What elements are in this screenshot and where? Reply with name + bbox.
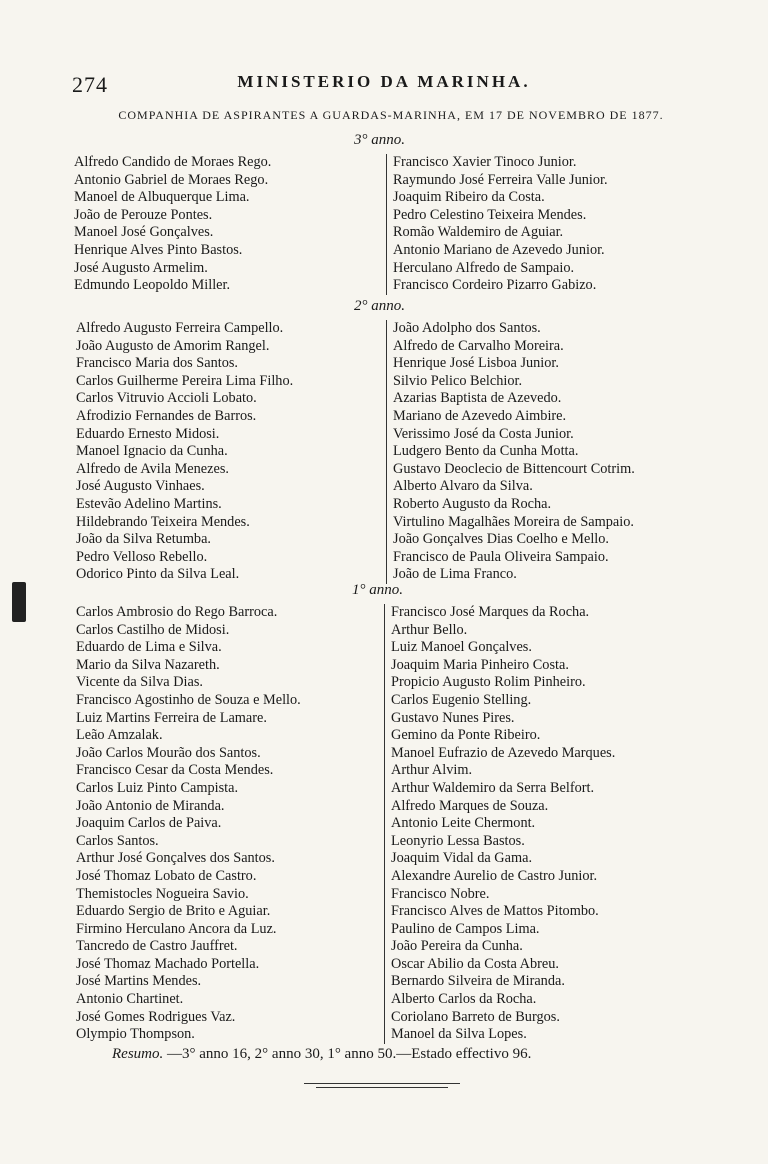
list-item: Leonyrio Lessa Bastos.	[391, 832, 525, 849]
list-item: Propicio Augusto Rolim Pinheiro.	[391, 674, 586, 691]
list-item: Bernardo Silveira de Miranda.	[391, 973, 565, 990]
list-item: João da Silva Retumba.	[76, 531, 212, 548]
list-item: Manoel de Albuquerque Lima.	[74, 189, 250, 206]
list-item: Tancredo de Castro Jauffret.	[76, 938, 238, 955]
list-item: Silvio Pelico Belchior.	[393, 372, 523, 389]
list-item: Alfredo Augusto Ferreira Campello.	[76, 320, 284, 336]
list-item: Estevão Adelino Martins.	[76, 495, 222, 512]
list-item: José Martins Mendes.	[76, 973, 202, 990]
closing-rule-short	[316, 1087, 448, 1088]
list-item: Manoel da Silva Lopes.	[391, 1026, 527, 1043]
list-item: João Gonçalves Dias Coelho e Mello.	[393, 531, 609, 548]
list-item: Alfredo de Carvalho Moreira.	[393, 337, 564, 354]
list-item: Arthur Waldemiro da Serra Belfort.	[391, 779, 595, 796]
list-item: José Thomaz Lobato de Castro.	[76, 867, 257, 884]
list-item: Manoel Eufrazio de Azevedo Marques.	[391, 744, 616, 761]
list-item: Carlos Ambrosio do Rego Barroca.	[76, 604, 278, 620]
list-item: José Augusto Vinhaes.	[76, 478, 205, 495]
list-item: Virtulino Magalhães Moreira de Sampaio.	[393, 513, 634, 530]
list-item: Francisco Maria dos Santos.	[76, 355, 239, 372]
list-item: Henrique Alves Pinto Bastos.	[74, 241, 243, 258]
list-item: Gemino da Ponte Ribeiro.	[391, 727, 541, 744]
list-item: Mario da Silva Nazareth.	[76, 656, 220, 673]
list-item: Paulino de Campos Lima.	[391, 920, 540, 937]
page-subtitle: COMPANHIA DE ASPIRANTES A GUARDAS-MARINHA, EM 17 DE NOVEMBRO DE 1877.	[118, 108, 664, 122]
list-item: João Pereira da Cunha.	[391, 938, 523, 955]
list-item: Leão Amzalak.	[76, 727, 163, 744]
list-item: Oscar Abilio da Costa Abreu.	[391, 955, 559, 972]
list-item: Roberto Augusto da Rocha.	[393, 495, 552, 512]
list-item: Verissimo José da Costa Junior.	[393, 425, 574, 442]
list-item: Carlos Santos.	[76, 832, 159, 849]
list-item: Joaquim Vidal da Gama.	[391, 850, 533, 867]
list-item: Francisco Xavier Tinoco Junior.	[393, 154, 577, 170]
list-item: Alfredo de Avila Menezes.	[76, 460, 229, 477]
list-item: Eduardo de Lima e Silva.	[76, 639, 222, 656]
list-item: Carlos Vitruvio Accioli Lobato.	[76, 390, 257, 407]
list-item: Antonio Chartinet.	[76, 991, 184, 1008]
list-item: Romão Waldemiro de Aguiar.	[393, 224, 564, 241]
list-item: Luiz Martins Ferreira de Lamare.	[76, 709, 267, 726]
list-item: Joaquim Carlos de Paiva.	[76, 815, 222, 832]
list-item: Francisco José Marques da Rocha.	[391, 604, 590, 620]
list-item: Afrodizio Fernandes de Barros.	[76, 407, 257, 424]
list-item: Alberto Alvaro da Silva.	[393, 478, 533, 495]
list-item: Coriolano Barreto de Burgos.	[391, 1008, 560, 1025]
list-item: Hildebrando Teixeira Mendes.	[76, 513, 250, 530]
list-item: João Antonio de Miranda.	[76, 797, 225, 814]
list-item: Henrique José Lisboa Junior.	[393, 355, 559, 372]
list-item: Carlos Luiz Pinto Campista.	[76, 779, 239, 796]
year-heading-2: 2° anno.	[354, 298, 405, 314]
list-item: Carlos Eugenio Stelling.	[391, 691, 532, 708]
closing-rule	[304, 1083, 460, 1084]
list-item: Manoel José Gonçalves.	[74, 224, 214, 241]
summary-label: Resumo.	[112, 1046, 164, 1062]
list-item: Francisco Cesar da Costa Mendes.	[76, 762, 274, 779]
list-item: Pedro Celestino Teixeira Mendes.	[393, 206, 587, 223]
list-item: Firmino Herculano Ancora da Luz.	[76, 920, 277, 937]
list-item: Francisco Agostinho de Souza e Mello.	[76, 691, 301, 708]
list-item: Manoel Ignacio da Cunha.	[76, 443, 228, 460]
summary-text: —3° anno 16, 2° anno 30, 1° anno 50.—Estado effectivo 96.	[167, 1046, 532, 1062]
list-item: Eduardo Sergio de Brito e Aguiar.	[76, 903, 271, 920]
list-item: Francisco Nobre.	[391, 885, 490, 902]
year2-left-list	[76, 320, 293, 584]
list-item: Luiz Manoel Gonçalves.	[391, 639, 532, 656]
page-number: 274	[72, 72, 108, 97]
page-title: MINISTERIO DA MARINHA.	[237, 72, 531, 91]
year3-right-list	[386, 154, 608, 295]
list-item: Francisco Alves de Mattos Pitombo.	[391, 903, 599, 920]
list-item: Vicente da Silva Dias.	[76, 674, 203, 691]
list-item: José Gomes Rodrigues Vaz.	[76, 1008, 236, 1025]
year1-left-list	[76, 604, 301, 1044]
list-item: Mariano de Azevedo Aimbire.	[393, 407, 567, 424]
list-item: João Adolpho dos Santos.	[393, 320, 541, 336]
year-heading-1: 1° anno.	[352, 582, 403, 598]
list-item: Antonio Leite Chermont.	[391, 815, 536, 832]
list-item: Olympio Thompson.	[76, 1026, 195, 1043]
list-item: Antonio Gabriel de Moraes Rego.	[74, 171, 269, 188]
list-item: Herculano Alfredo de Sampaio.	[393, 259, 575, 276]
list-item: João de Perouze Pontes.	[74, 206, 213, 223]
list-item: Azarias Baptista de Azevedo.	[393, 390, 562, 407]
year1-right-list	[384, 604, 615, 1044]
year3-left-list	[74, 154, 271, 295]
list-item: Francisco de Paula Oliveira Sampaio.	[393, 548, 609, 565]
list-item: Joaquim Ribeiro da Costa.	[393, 189, 545, 206]
summary-line	[112, 1046, 531, 1063]
list-item: Arthur Alvim.	[391, 762, 473, 779]
list-item: Carlos Guilherme Pereira Lima Filho.	[76, 372, 294, 389]
list-item: João Augusto de Amorim Rangel.	[76, 337, 270, 354]
list-item: Alexandre Aurelio de Castro Junior.	[391, 867, 598, 884]
list-item: Eduardo Ernesto Midosi.	[76, 425, 220, 442]
list-item: Themistocles Nogueira Savio.	[76, 885, 249, 902]
list-item: Ludgero Bento da Cunha Motta.	[393, 443, 579, 460]
list-item: Raymundo José Ferreira Valle Junior.	[393, 171, 608, 188]
list-item: Alberto Carlos da Rocha.	[391, 991, 537, 1008]
list-item: João Carlos Mourão dos Santos.	[76, 744, 261, 761]
list-item: Arthur José Gonçalves dos Santos.	[76, 850, 275, 867]
list-item: Francisco Cordeiro Pizarro Gabizo.	[393, 277, 597, 294]
list-item: Odorico Pinto da Silva Leal.	[76, 566, 240, 583]
list-item: Alfredo Candido de Moraes Rego.	[74, 154, 272, 170]
list-item: Arthur Bello.	[391, 621, 468, 638]
page-edge-tab	[12, 582, 26, 622]
list-item: Gustavo Deoclecio de Bittencourt Cotrim.	[393, 460, 635, 477]
list-item: Gustavo Nunes Pires.	[391, 709, 515, 726]
list-item: Alfredo Marques de Souza.	[391, 797, 549, 814]
list-item: Antonio Mariano de Azevedo Junior.	[393, 241, 605, 258]
list-item: Joaquim Maria Pinheiro Costa.	[391, 656, 569, 673]
list-item: José Augusto Armelim.	[74, 259, 208, 276]
list-item: Edmundo Leopoldo Miller.	[74, 277, 231, 294]
list-item: Pedro Velloso Rebello.	[76, 548, 208, 565]
year2-right-list	[386, 320, 635, 584]
list-item: José Thomaz Machado Portella.	[76, 955, 260, 972]
list-item: Carlos Castilho de Midosi.	[76, 621, 230, 638]
list-item: João de Lima Franco.	[393, 566, 517, 583]
year-heading-3: 3° anno.	[354, 132, 405, 148]
